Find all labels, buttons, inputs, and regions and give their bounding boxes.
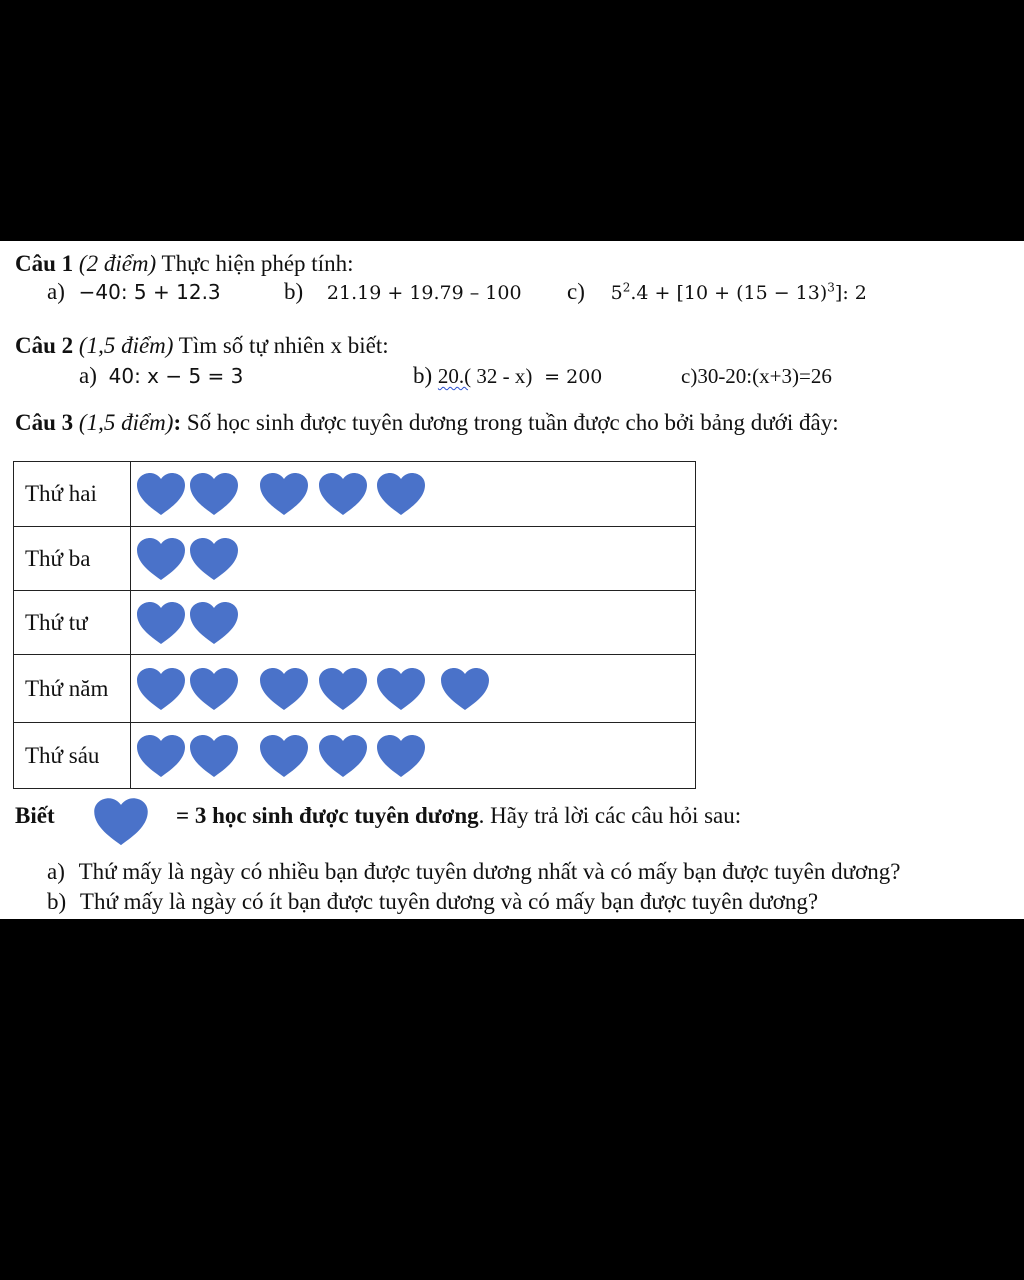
heart-icon	[375, 666, 427, 712]
heart-icon	[135, 471, 187, 517]
pictograph-day-label: Thứ sáu	[14, 723, 131, 789]
pictograph-row	[14, 462, 696, 527]
heart-icon	[375, 733, 427, 779]
question-2-title: Câu 2	[15, 333, 74, 358]
question-2-points: (1,5 điểm)	[78, 333, 174, 358]
question-1c	[567, 278, 867, 307]
legend-value: = 3 học sinh được tuyên dương	[176, 803, 479, 828]
heart-icon	[135, 666, 187, 712]
pictograph-row	[14, 527, 696, 591]
heart-icon	[188, 536, 240, 582]
question-1b-expression: 21.19 + 19.79 – 100	[326, 282, 522, 304]
pictograph-hearts-cell	[131, 591, 696, 655]
heart-icon	[188, 733, 240, 779]
question-2-prompt: Tìm số tự nhiên x biết:	[178, 333, 389, 358]
question-2b-label: b)	[413, 363, 433, 388]
pictograph-table	[13, 461, 696, 789]
question-3-title: Câu 3	[15, 410, 74, 435]
question-2a-label: a)	[79, 363, 97, 388]
document-page	[0, 241, 1024, 919]
heart-icon	[317, 471, 369, 517]
legend-heart-icon	[92, 796, 150, 846]
question-1b	[284, 278, 522, 307]
heart-icon	[317, 733, 369, 779]
pictograph-day-label: Thứ hai	[14, 462, 131, 527]
heart-icon	[375, 471, 427, 517]
pictograph-row	[14, 591, 696, 655]
pictograph-hearts-cell	[131, 462, 696, 527]
question-2-heading	[15, 332, 389, 360]
question-2a-expression: 40: x − 5 = 3	[108, 364, 244, 388]
heart-icon	[135, 536, 187, 582]
pictograph-row	[14, 723, 696, 789]
question-2c: c)30-20:(x+3)=26	[681, 364, 832, 388]
question-3-prompt: Số học sinh được tuyên dương trong tuần được cho bởi bảng dưới đây:	[186, 410, 839, 435]
follow-up-question-a: a) Thứ mấy là ngày có nhiều bạn được tuyên dương nhất và có mấy bạn được tuyên dương?	[47, 859, 901, 884]
question-1c-label: c)	[567, 279, 585, 304]
question-2a	[79, 362, 243, 390]
heart-icon	[188, 666, 240, 712]
heart-icon	[135, 600, 187, 646]
question-1-points: (2 điểm)	[78, 251, 157, 276]
pictograph-hearts-cell	[131, 527, 696, 591]
heart-icon	[188, 600, 240, 646]
heart-icon	[258, 733, 310, 779]
pictograph-day-label: Thứ ba	[14, 527, 131, 591]
question-2b-expression: 20.( 32 - x)	[437, 364, 533, 388]
heart-icon	[439, 666, 491, 712]
legend-suffix: . Hãy trả lời các câu hỏi sau:	[478, 803, 742, 828]
heart-icon	[317, 666, 369, 712]
pictograph-row	[14, 655, 696, 723]
question-2b-equals: = 200	[544, 366, 603, 388]
question-3-points: (1,5 điểm)	[78, 410, 174, 435]
question-3-heading: Câu 3 (1,5 điểm): Số học sinh được tuyên dương trong tuần được cho bởi bảng dưới đây:	[15, 410, 839, 435]
question-1a-expression: −40: 5 + 12.3	[78, 280, 221, 304]
heart-icon	[188, 471, 240, 517]
legend-text	[176, 802, 741, 830]
pictograph-day-label: Thứ tư	[14, 591, 131, 655]
question-1c-expression: $5^2.4 + [10 + (15 - 13)^3]$: 2	[610, 280, 867, 304]
pictograph-day-label: Thứ năm	[14, 655, 131, 723]
follow-up-question-b: b) Thứ mấy là ngày có ít bạn được tuyên dương và có mấy bạn được tuyên dương?	[47, 889, 819, 914]
question-1b-label: b)	[284, 279, 304, 304]
question-1a	[47, 278, 221, 306]
question-1-title: Câu 1	[15, 251, 74, 276]
heart-icon	[135, 733, 187, 779]
pictograph-hearts-cell	[131, 723, 696, 789]
pictograph-hearts-cell	[131, 655, 696, 723]
question-1a-label: a)	[47, 279, 65, 304]
question-2b	[413, 362, 602, 391]
question-1-heading	[15, 250, 353, 278]
heart-icon	[258, 471, 310, 517]
heart-icon	[258, 666, 310, 712]
question-1-prompt: Thực hiện phép tính:	[161, 251, 354, 276]
legend-prefix: Biết	[15, 803, 55, 828]
